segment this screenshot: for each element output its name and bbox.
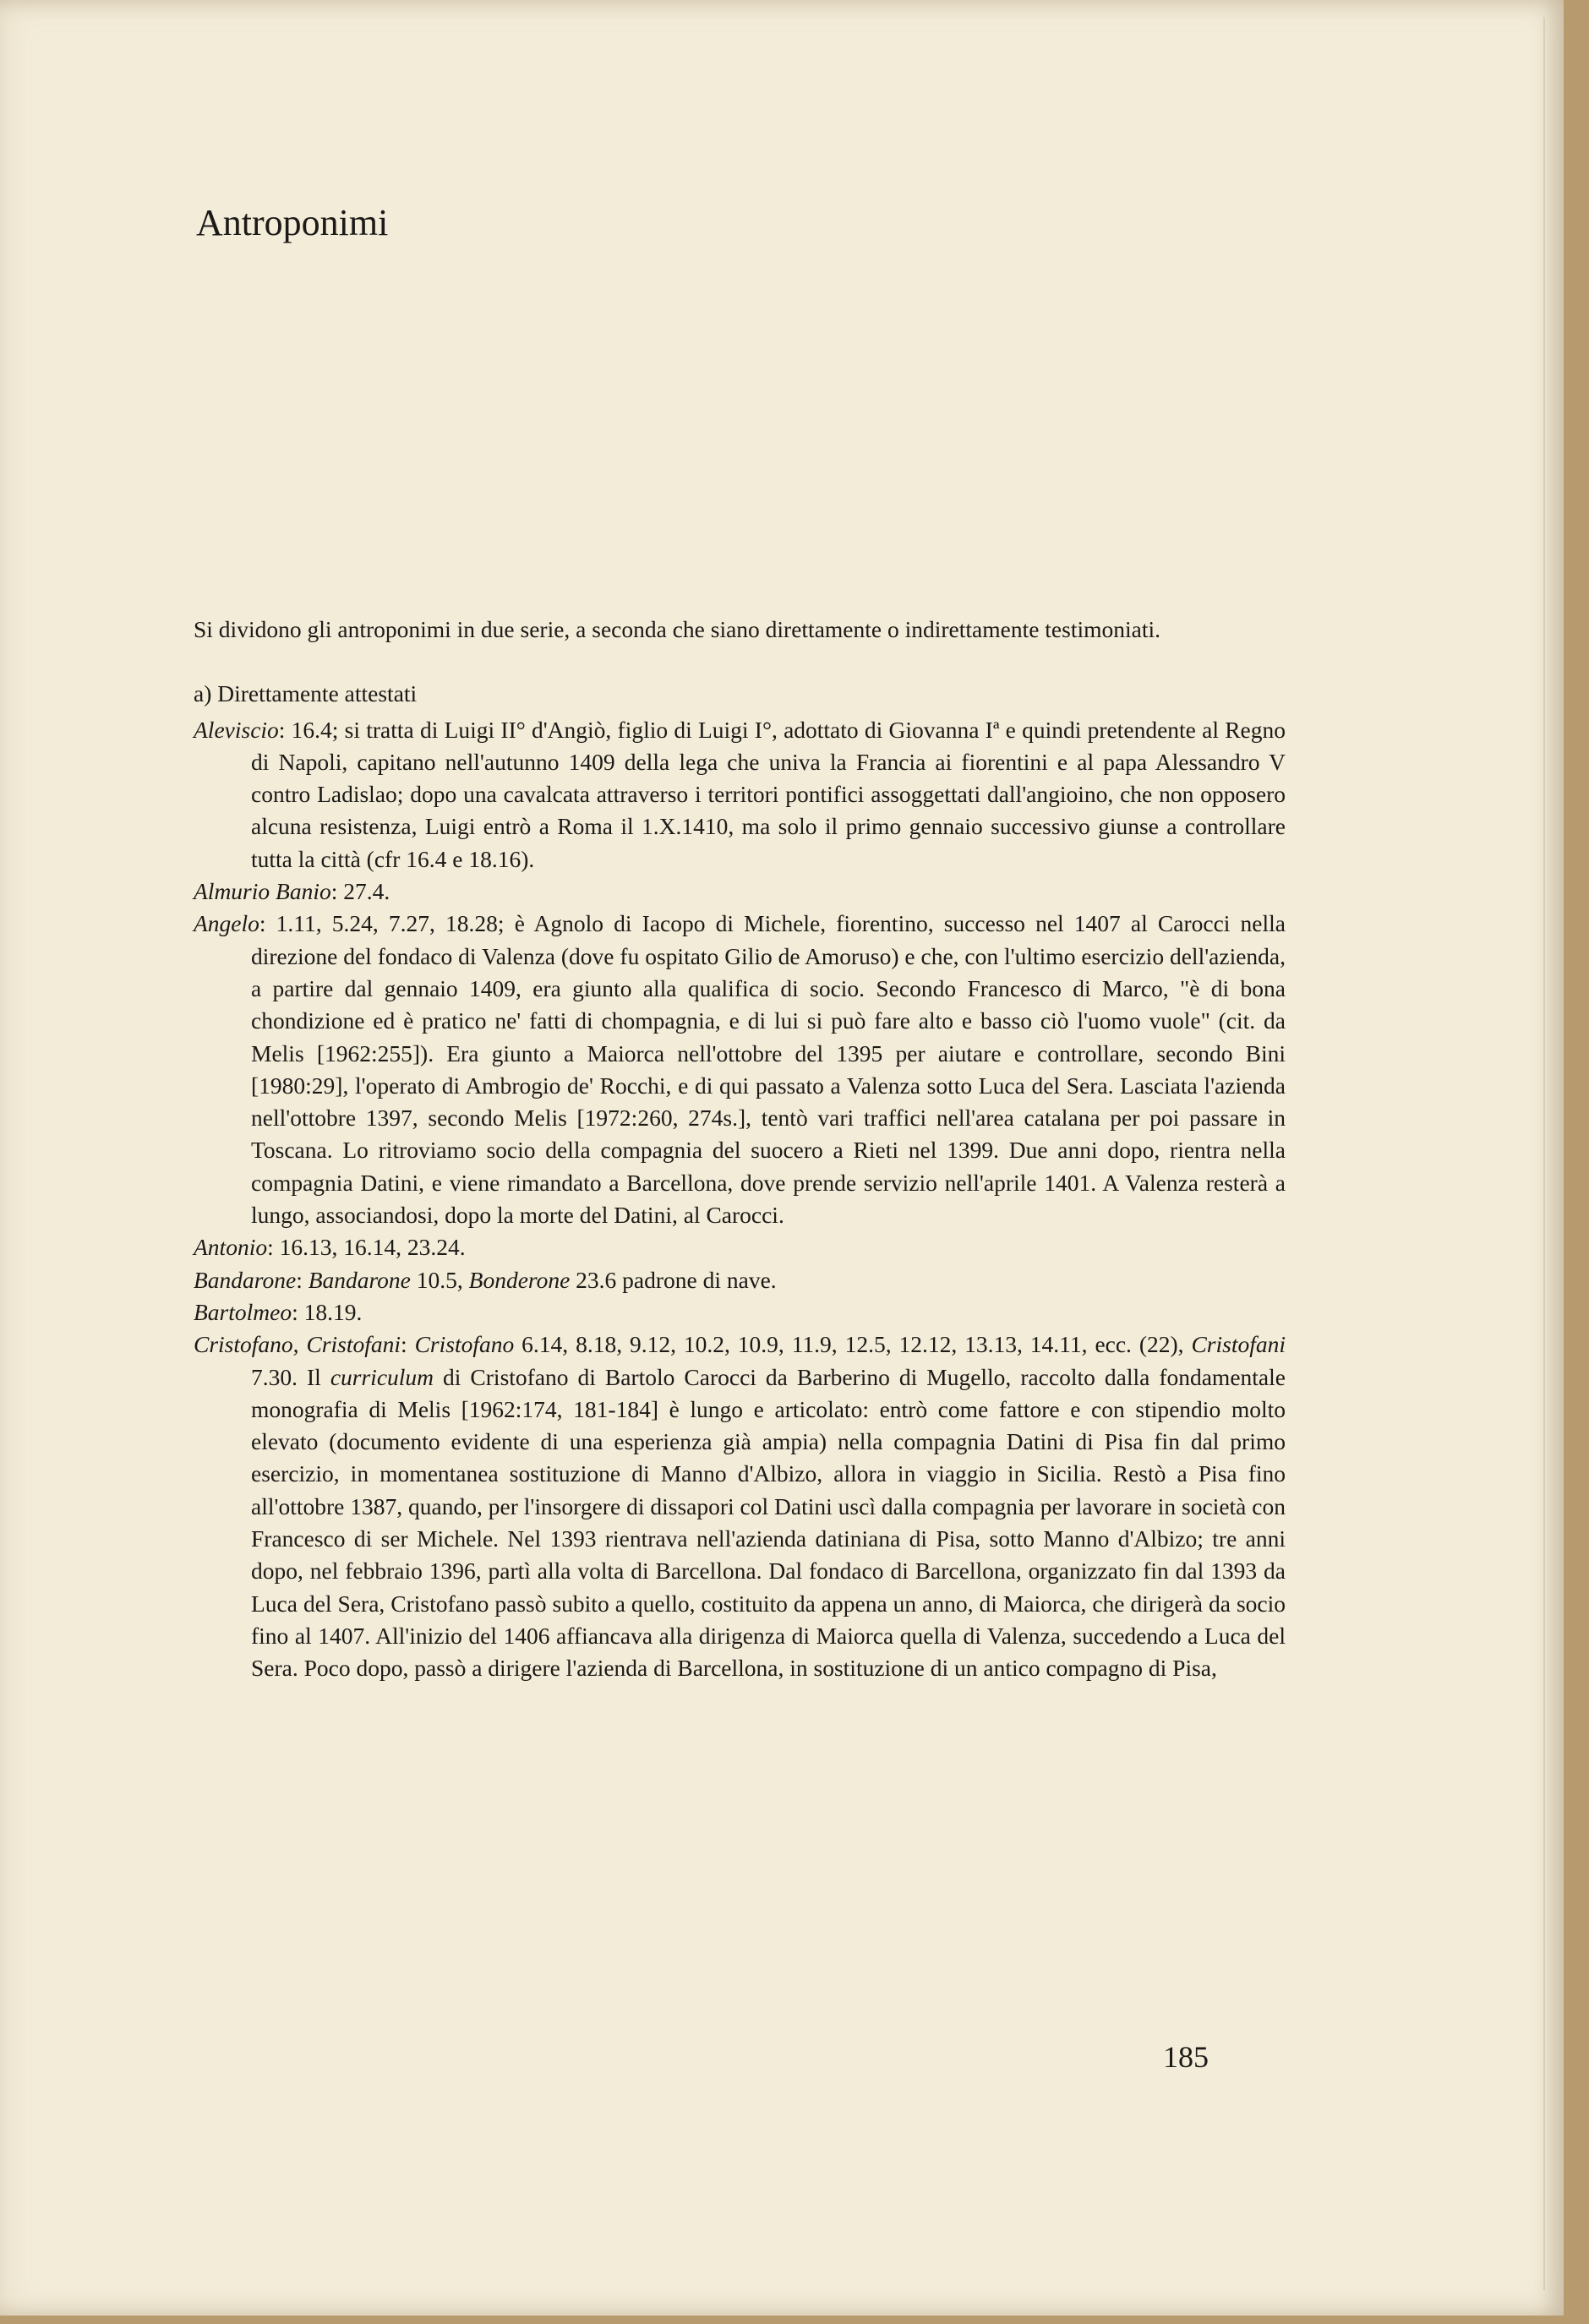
entry-cristofano — [194, 1328, 1286, 1684]
entry-head: Aleviscio — [194, 716, 279, 743]
entry-text: : 27.4. — [330, 878, 390, 905]
entry-antonio — [194, 1231, 1286, 1263]
page-title: Antroponimi — [196, 202, 389, 243]
entry-text: : 1.11, 5.24, 7.27, 18.28; è Agnolo di Iacopo di Michele, fiorentino, successo nel 1407 al Carocci nella direzione del fondaco di Valenza (dove fu ospitato Gilio de Amoruso) e che, con l'ultimo esercizio dell'azienda, a partire dal gennaio 1409, era giunto alla qualifica di socio. Secondo Francesco di Marco, "è di bona chondizione ed è pratico ne' fatti di chompagnia, e di lui si può fare alto e basso ciò l'uomo vuole" (cit. da Melis [1962:255]). Era giunto a Maiorca nell'ottobre del 1395 per aiutare e controllare, secondo Bini [1980:29], l'operato di Ambrogio de' Rocchi, e di qui passato a Valenza sotto Luca del Sera. Lasciata l'azienda nell'ottobre 1397, secondo Melis [1972:260, 274s.], tentò vari traffici nell'area catalana per poi passare in Toscana. Lo ritroviamo socio della compagnia del suocero a Rieti nel 1399. Due anni dopo, rientra nella compagnia Datini, e viene rimandato a Barcellona, dove prende servizio nell'aprile 1401. A Valenza resterà a lungo, associandosi, dopo la morte del Datini, al Carocci. — [251, 910, 1286, 1229]
entry-text: : 18.19. — [292, 1298, 363, 1325]
entry-head: Angelo — [194, 910, 259, 937]
entry-variant: Bonderone — [468, 1266, 571, 1293]
entry-text: : — [296, 1266, 309, 1293]
entry-almurio-banio — [194, 876, 1286, 908]
entry-text: 7.30. Il — [251, 1363, 330, 1390]
entry-aleviscio — [194, 714, 1286, 876]
entry-variant: Cristofani — [1191, 1331, 1286, 1358]
entry-text: di Cristofano di Bartolo Carocci da Barberino di Mugello, raccolto dalla fondamentale monografia di Melis [1962:174, 181-184] è lungo e articolato: entrò come fattore e con stipendio molto elevato (documento evidente di una esperienza già ampia) nella compagnia Datini di Pisa fin dal primo esercizio, in momentanea sostituzione di Manno d'Albizo, allora in viaggio in Sicilia. Restò a Pisa fino all'ottobre 1387, quando, per l'insorgere di dissapori col Datini uscì dalla compagnia per lavorare in società con Francesco di ser Michele. Nel 1393 rientrava nell'azienda datiniana di Pisa, sotto Manno d'Albizo; tre anni dopo, nel febbraio 1396, partì alla volta di Barcellona. Dal fondaco di Barcellona, organizzato fin dal 1393 da Luca del Sera, Cristofano passò subito a quello, costituito da appena un anno, di Maiorca, che dirigerà da socio fino al 1407. All'inizio del 1406 affiancava alla dirigenza di Maiorca quella di Valenza, succedendo a Luca del Sera. Poco dopo, passò a dirigere l'azienda di Barcellona, in sostituzione di un antico compagno di Pisa, — [251, 1363, 1286, 1682]
entry-head: Bartolmeo — [194, 1298, 292, 1325]
entry-head: Almurio Banio — [194, 878, 331, 905]
entry-text: 23.6 padrone di nave. — [570, 1266, 777, 1293]
entry-bandarone — [194, 1264, 1286, 1296]
entry-text: : — [401, 1331, 415, 1358]
entry-head: Antonio — [194, 1234, 268, 1261]
entry-text: 6.14, 8.18, 9.12, 10.2, 10.9, 11.9, 12.5, 12.12, 13.13, 14.11, ecc. (22), — [514, 1331, 1192, 1358]
entry-angelo — [194, 908, 1286, 1231]
entry-bartolmeo — [194, 1296, 1286, 1328]
entry-text: 10.5, — [410, 1266, 469, 1293]
entry-variant: Bandarone — [308, 1266, 411, 1293]
body-text — [194, 614, 1286, 1685]
section-label: a) Direttamente attestati — [194, 680, 418, 707]
entry-variant: Cristofano — [414, 1331, 515, 1358]
intro-paragraph: Si dividono gli antroponimi in due serie, a seconda che siano direttamente o indirettamente testimoniati. — [194, 616, 1161, 642]
entry-term: curriculum — [330, 1363, 434, 1390]
page-edge — [1543, 17, 1545, 2290]
entry-head: Bandarone — [194, 1266, 297, 1293]
entry-head: Cristofano, Cristofani — [194, 1331, 401, 1358]
entry-text: : 16.13, 16.14, 23.24. — [267, 1234, 466, 1261]
entry-text: : 16.4; si tratta di Luigi II° d'Angiò, figlio di Luigi I°, adottato di Giovanna Iª e quindi pretendente al Regno di Napoli, capitano nell'autunno 1409 della lega che univa la Francia ai fiorentini e al papa Alessandro V contro Ladislao; dopo una cavalcata attraverso i territori pontifici assoggettati dall'angioino, che non opposero alcuna resistenza, Luigi entrò a Roma il 1.X.1410, ma solo il primo gennaio successivo giunse a controllare tutta la città (cfr 16.4 e 18.16). — [251, 716, 1286, 872]
page-number: 185 — [1163, 2040, 1209, 2074]
